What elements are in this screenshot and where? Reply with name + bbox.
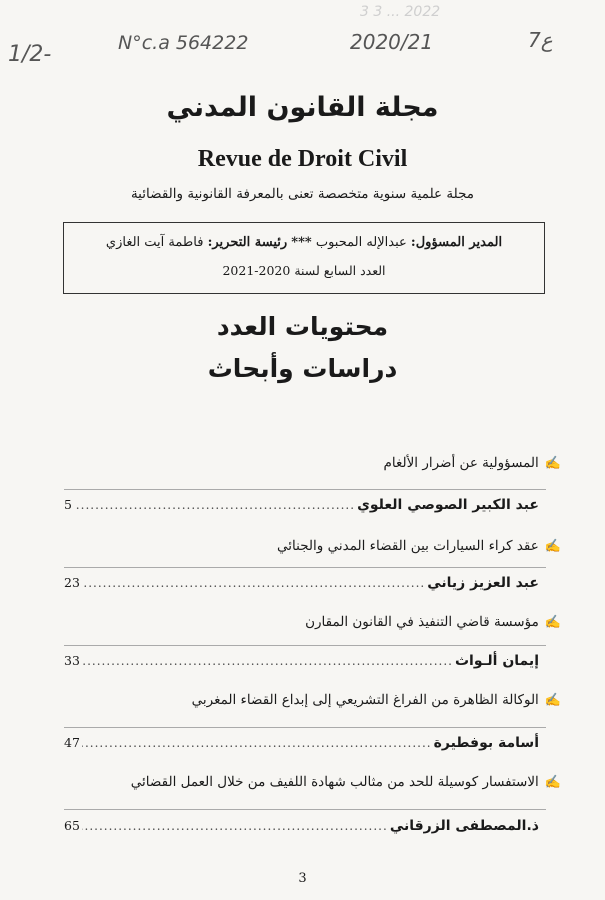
pen-icon: ✍: [544, 456, 561, 471]
toc-page-number: 65: [64, 818, 80, 833]
toc-author: أسامة بوفطيرة: [433, 735, 539, 751]
editor-name: فاطمة آيت الغازي: [105, 235, 204, 250]
leader-dots: [82, 576, 425, 590]
studies-heading: دراسات وأبحاث: [207, 354, 398, 383]
divider: [64, 567, 546, 568]
toc-author-row-2[interactable]: [64, 575, 539, 591]
toc-title-text: الوكالة الظاهرة من الفراغ التشريعي إلى إبداع القضاء المغربي: [191, 692, 539, 708]
toc-title-text: الاستفسار كوسيلة للحد من مثالب شهادة اللفيف من خلال العمل القضائي: [130, 774, 539, 790]
journal-title-french: Revue de Droit Civil: [197, 146, 408, 172]
leader-dots: [82, 654, 453, 668]
pen-icon: ✍: [544, 693, 561, 708]
faint-top-annotation: 3 3 ... 2022: [360, 4, 441, 20]
toc-title-text: مؤسسة قاضي التنفيذ في القانون المقارن: [305, 614, 539, 630]
toc-title-3[interactable]: [305, 614, 561, 630]
divider: [64, 489, 546, 490]
toc-page-number: 47: [64, 735, 80, 750]
pen-icon: ✍: [544, 615, 561, 630]
handwritten-date: 2020/21: [350, 30, 434, 54]
pen-icon: ✍: [544, 775, 561, 790]
journal-title-arabic: مجلة القانون المدني: [166, 92, 439, 123]
toc-title-text: عقد كراء السيارات بين القضاء المدني والجنائي: [277, 538, 539, 554]
toc-title-5[interactable]: [131, 774, 561, 790]
leader-dots: [82, 819, 388, 833]
toc-author: إيمان ألـواث: [454, 653, 539, 669]
editorial-staff-line: [64, 235, 544, 250]
contents-heading: محتويات العدد: [216, 312, 389, 341]
toc-title-text: المسؤولية عن أضرار الألغام: [383, 455, 539, 471]
divider: [64, 727, 546, 728]
toc-author-row-5[interactable]: [64, 818, 539, 834]
leader-dots: [82, 736, 432, 750]
toc-title-1[interactable]: [383, 455, 561, 471]
toc-author: ذ.المصطفى الزرقاني: [389, 818, 539, 834]
pen-icon: ✍: [544, 539, 561, 554]
handwritten-right-mark: 7ع: [528, 28, 553, 52]
toc-author: عبد العزيز زياني: [427, 575, 539, 591]
handwritten-left-mark: 1/2-: [8, 42, 52, 67]
leader-dots: [74, 498, 355, 512]
toc-page-number: 5: [64, 497, 72, 512]
editor-label: رئيسة التحرير:: [207, 235, 288, 250]
toc-page-number: 33: [64, 653, 80, 668]
toc-author-row-3[interactable]: [64, 653, 539, 669]
divider: [64, 645, 546, 646]
toc-title-4[interactable]: [192, 692, 561, 708]
toc-title-2[interactable]: [277, 538, 561, 554]
director-name: عبدالإله المحبوب: [315, 235, 407, 250]
handwritten-ref-number: N°c.a 564222: [118, 32, 249, 54]
issue-line: العدد السابع لسنة 2020-2021: [222, 263, 386, 278]
toc-page-number: 23: [64, 575, 80, 590]
editorial-info-box: [63, 222, 545, 294]
toc-author-row-1[interactable]: [64, 497, 539, 513]
page-number: 3: [298, 871, 307, 886]
toc-author-row-4[interactable]: [64, 735, 539, 751]
divider: [64, 809, 546, 810]
separator-stars: ***: [291, 235, 312, 250]
journal-subtitle: مجلة علمية سنوية متخصصة تعنى بالمعرفة القانونية والقضائية: [130, 186, 475, 202]
toc-author: عبد الكبير الصوصي العلوي: [357, 497, 539, 513]
director-label: المدير المسؤول:: [410, 235, 503, 250]
